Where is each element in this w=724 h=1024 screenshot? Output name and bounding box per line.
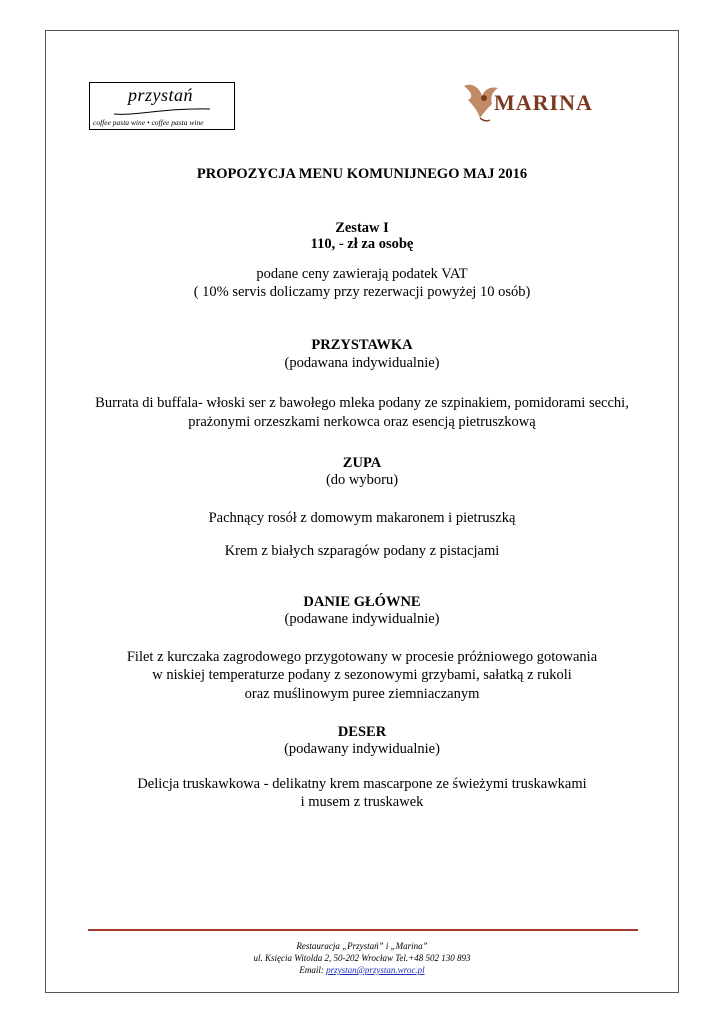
przystan-logo-tagline: coffee pasta wine • coffee pasta wine bbox=[93, 118, 204, 127]
dessert-sub: (podawany indywidualnie) bbox=[284, 741, 440, 757]
soup-heading: ZUPA bbox=[342, 455, 382, 471]
soup-option: Pachnący rosół z domowym makaronem i pietruszką bbox=[208, 510, 516, 526]
footer-email-link[interactable]: przystan@przystan.wroc.pl bbox=[326, 965, 425, 975]
main-line: oraz muślinowym puree ziemniaczanym bbox=[244, 686, 480, 702]
starter-line: prażonymi orzeszkami nerkowca oraz esencją pietruszkową bbox=[188, 414, 536, 430]
starter-line: Burrata di buffala- włoski ser z bawołego mleka podany ze szpinakiem, pomidorami secchi, bbox=[95, 395, 629, 411]
footer-divider bbox=[88, 929, 638, 931]
dessert-heading: DESER bbox=[337, 724, 387, 740]
dessert-line: i musem z truskawek bbox=[300, 794, 424, 810]
vat-note: podane ceny zawierają podatek VAT bbox=[256, 266, 468, 282]
footer-address: ul. Księcia Witolda 2, 50-202 Wrocław Tel.+48 502 130 893 bbox=[253, 953, 471, 963]
footer-restaurants: Restauracja „Przystań” i „Marina” bbox=[296, 941, 428, 951]
dessert-line: Delicja truskawkowa - delikatny krem mascarpone ze świeżymi truskawkami bbox=[137, 776, 587, 792]
menu-title: PROPOZYCJA MENU KOMUNIJNEGO MAJ 2016 bbox=[196, 166, 528, 182]
soup-sub: (do wyboru) bbox=[325, 472, 399, 488]
footer-email-row bbox=[0, 965, 724, 976]
soup-option: Krem z białych szparagów podany z pistacjami bbox=[224, 543, 500, 559]
main-line: Filet z kurczaka zagrodowego przygotowany w procesie próżniowego gotowania bbox=[126, 649, 598, 665]
set-name: Zestaw I bbox=[335, 220, 389, 236]
przystan-logo-name: przystań bbox=[128, 85, 194, 105]
marina-logo-name: MARINA bbox=[494, 90, 593, 115]
main-line: w niskiej temperaturze podany z sezonowymi grzybami, sałatką z rukoli bbox=[152, 667, 572, 683]
starter-heading: PRZYSTAWKA bbox=[311, 337, 413, 353]
przystan-logo bbox=[89, 82, 235, 130]
main-sub: (podawane indywidualnie) bbox=[284, 611, 440, 627]
starter-sub: (podawana indywidualnie) bbox=[284, 355, 440, 371]
set-price: 110, - zł za osobę bbox=[310, 236, 414, 252]
footer-email-label: Email: bbox=[299, 965, 327, 975]
service-note: ( 10% servis doliczamy przy rezerwacji powyżej 10 osób) bbox=[193, 284, 531, 300]
main-heading: DANIE GŁÓWNE bbox=[303, 594, 421, 610]
marina-logo bbox=[462, 78, 617, 124]
flourish-icon bbox=[112, 105, 212, 117]
